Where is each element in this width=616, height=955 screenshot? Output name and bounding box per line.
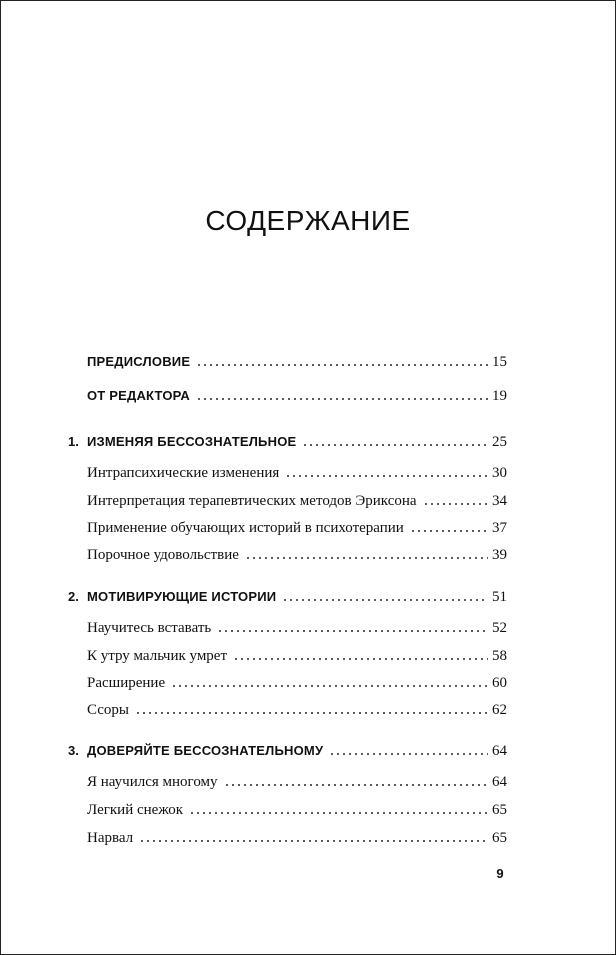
toc-dot-leader: [410, 529, 488, 533]
toc-dot-leader: [196, 397, 488, 401]
toc-entry-label: ИЗМЕНЯЯ БЕССОЗНАТЕЛЬНОЕ: [87, 434, 297, 449]
toc-entry-label: Легкий снежок: [87, 802, 184, 818]
toc-dot-leader: [189, 811, 488, 815]
page-number: 9: [496, 866, 504, 881]
toc-entry: [87, 518, 507, 538]
toc-entry: [87, 646, 507, 666]
toc-entry-label: Интрапсихические изменения: [87, 465, 280, 481]
toc-dot-leader: [329, 752, 488, 756]
toc-dot-leader: [302, 443, 488, 447]
toc-entry-label: Я научился многому: [87, 774, 218, 790]
page-title: СОДЕРЖАНИЕ: [205, 205, 411, 236]
toc-entry-page: 65: [492, 830, 507, 846]
toc-dot-leader: [224, 783, 488, 787]
toc-dot-leader: [196, 363, 488, 367]
toc-entry-page: 60: [492, 675, 507, 691]
toc-entry-label: ДОВЕРЯЙТЕ БЕССОЗНАТЕЛЬНОМУ: [87, 743, 324, 758]
toc-dot-leader: [171, 684, 488, 688]
toc-entry: [68, 741, 507, 761]
toc-chapter-number: 2.: [68, 589, 79, 604]
toc-entry-page: 62: [492, 702, 507, 718]
toc-entry-page: 30: [492, 465, 507, 481]
toc-entry-label: Интерпретация терапевтических методов Эриксона: [87, 493, 417, 509]
toc-chapter-number: 3.: [68, 743, 79, 758]
toc-entry-page: 65: [492, 802, 507, 818]
toc-entry-label: ОТ РЕДАКТОРА: [87, 388, 190, 403]
toc-entry: [68, 432, 507, 452]
toc-dot-leader: [423, 502, 488, 506]
toc-entry-label: ПРЕДИСЛОВИЕ: [87, 354, 191, 369]
toc-entry-label: Порочное удовольствие: [87, 547, 239, 563]
toc-entry: [87, 352, 507, 372]
toc-entry-label: Научитесь вставать: [87, 620, 212, 636]
toc-entry-page: 64: [492, 743, 507, 759]
toc-entry-label: Ссоры: [87, 702, 129, 718]
toc-entry-page: 64: [492, 774, 507, 790]
toc-entry: [87, 673, 507, 693]
toc-entry-label: МОТИВИРУЮЩИЕ ИСТОРИИ: [87, 589, 277, 604]
toc-entry: [87, 772, 507, 792]
toc-entry-label: Расширение: [87, 675, 166, 691]
toc-entry-page: 58: [492, 648, 507, 664]
toc-entry-page: 34: [492, 493, 507, 509]
toc-entry: [87, 800, 507, 820]
toc-entry-page: 19: [492, 388, 507, 404]
toc-chapter-number: 1.: [68, 434, 79, 449]
toc-entry-page: 25: [492, 434, 507, 450]
toc-dot-leader: [135, 711, 488, 715]
toc-entry-page: 15: [492, 354, 507, 370]
toc-entry: [87, 618, 507, 638]
toc-entry-label: Нарвал: [87, 830, 134, 846]
toc-entry-page: 51: [492, 589, 507, 605]
toc-entry: [87, 386, 507, 406]
toc-dot-leader: [217, 629, 488, 633]
toc-dot-leader: [285, 474, 488, 478]
toc-dot-leader: [245, 556, 488, 560]
toc-entry-label: К утру мальчик умрет: [87, 648, 228, 664]
toc-entry-label: Применение обучающих историй в психотерапии: [87, 520, 404, 536]
toc-entry: [87, 828, 507, 848]
toc-entry: [87, 491, 507, 511]
toc-entry: [87, 545, 507, 565]
toc-dot-leader: [233, 657, 488, 661]
toc-entry-page: 39: [492, 547, 507, 563]
toc-entry: [87, 463, 507, 483]
toc-entry: [68, 587, 507, 607]
toc-entry-page: 52: [492, 620, 507, 636]
toc-entry: [87, 700, 507, 720]
toc-entry-page: 37: [492, 520, 507, 536]
toc-dot-leader: [139, 839, 488, 843]
toc-dot-leader: [282, 598, 488, 602]
